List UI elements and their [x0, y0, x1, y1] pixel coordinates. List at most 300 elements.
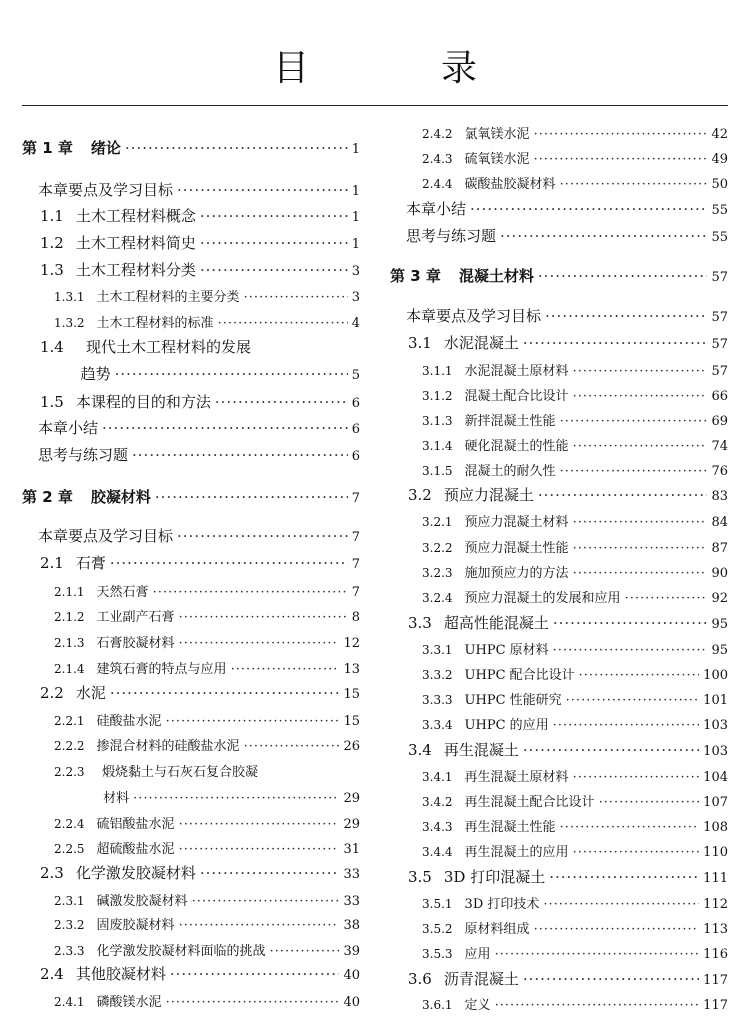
toc-entry-number: 3.4: [408, 741, 432, 759]
dot-leader: [177, 181, 348, 199]
toc-entry-number: 1.5: [40, 393, 64, 411]
toc-entry-title: 煅烧黏土与石灰石复合胶凝: [102, 765, 259, 780]
title-divider: [22, 105, 728, 106]
dot-leader: [153, 585, 348, 600]
toc-page-number: 38: [343, 918, 360, 933]
toc-entry-number: 3.1.2: [422, 389, 453, 403]
toc-entry[interactable]: [422, 435, 728, 454]
toc-entry[interactable]: [54, 914, 360, 933]
toc-entry-title: 定义: [464, 998, 491, 1013]
toc-entry-title: 氯氧镁水泥: [464, 127, 530, 142]
toc-page-number: 57: [711, 364, 728, 379]
toc-entry-number: 2.4.3: [422, 152, 453, 166]
toc-entry[interactable]: [40, 682, 360, 703]
toc-entry-number: 3.4.1: [422, 770, 453, 784]
toc-entry-title: 预应力混凝土材料: [464, 515, 569, 530]
toc-page-number: 95: [711, 617, 728, 632]
dot-leader: [110, 554, 348, 572]
toc-entry[interactable]: [40, 862, 360, 883]
dot-leader: [192, 894, 340, 909]
toc-entry-title: 现代土木工程材料的发展: [86, 338, 252, 356]
toc-entry[interactable]: [422, 360, 728, 379]
toc-entry-title: 土木工程材料的主要分类: [96, 290, 240, 305]
toc-entry-number: 3.5.3: [422, 947, 453, 961]
toc-entry-number: 2.3.3: [54, 944, 85, 958]
toc-entry-title: 原材料组成: [464, 922, 530, 937]
dot-leader: [625, 591, 708, 606]
toc-entry[interactable]: [40, 336, 360, 357]
toc-entry-number: 1.3.2: [54, 316, 85, 330]
toc-entry[interactable]: [422, 689, 728, 708]
toc-entry-number: 1.1: [40, 207, 64, 225]
toc-entry-title: 硬化混凝土的性能: [464, 439, 569, 454]
toc-page-number: 104: [703, 770, 728, 785]
toc-page-number: 7: [351, 530, 360, 545]
toc-entry-number: 3.4.2: [422, 795, 453, 809]
toc-entry[interactable]: [54, 658, 360, 677]
toc-page-number: 107: [703, 795, 728, 810]
dot-leader: [470, 200, 707, 218]
toc-page-number: 100: [703, 668, 728, 683]
toc-entry-title: 胶凝材料: [90, 488, 151, 506]
toc-page-number: 55: [711, 230, 728, 245]
toc-entry-number: 2.4: [40, 965, 64, 983]
toc-entry[interactable]: [422, 791, 728, 810]
dot-leader: [573, 541, 708, 556]
toc-entry-title: 绪论: [90, 139, 121, 157]
toc-entry-title: 建筑石膏的特点与应用: [96, 662, 227, 677]
toc-page-number: 3: [351, 264, 360, 279]
toc-entry[interactable]: [54, 286, 360, 305]
toc-entry-number: 2.1: [40, 554, 64, 572]
toc-page-number: 90: [711, 566, 728, 581]
toc-entry[interactable]: [38, 179, 360, 200]
toc-entry-title: 混凝土的耐久性: [464, 464, 556, 479]
toc-entry-title: 思考与练习题: [406, 227, 497, 245]
toc-page-number: 92: [711, 591, 728, 606]
dot-leader: [573, 439, 708, 454]
toc-entry[interactable]: [54, 735, 360, 754]
toc-entry[interactable]: [38, 444, 360, 465]
toc-chapter-entry[interactable]: [390, 265, 728, 286]
toc-entry-number: 3.2.4: [422, 591, 453, 605]
dot-leader: [573, 389, 708, 404]
toc-entry-title: 石膏胶凝材料: [96, 636, 175, 651]
toc-entry-title: 混凝土配合比设计: [464, 389, 569, 404]
toc-page-number: 1: [351, 142, 360, 157]
toc-page-number: 117: [703, 998, 728, 1013]
dot-leader: [495, 947, 700, 962]
toc-entry[interactable]: [422, 587, 728, 606]
toc-page-number: 111: [703, 871, 728, 886]
dot-leader: [166, 995, 340, 1010]
toc-entry[interactable]: [422, 460, 728, 479]
toc-page-number: 7: [351, 557, 360, 572]
toc-entry-title: 掺混合材料的硅酸盐水泥: [96, 739, 240, 754]
toc-entry-number: 2.2.1: [54, 714, 85, 728]
toc-entry-number: 3.3.3: [422, 693, 453, 707]
toc-entry[interactable]: [54, 890, 360, 909]
toc-page-number: 69: [711, 414, 728, 429]
toc-entry[interactable]: [40, 259, 360, 280]
toc-entry-title: 超高性能混凝土: [443, 614, 549, 632]
toc-entry-number: 1.3.1: [54, 290, 85, 304]
toc-page-number: 15: [343, 714, 360, 729]
dot-leader: [523, 741, 699, 759]
toc-page-number: 1: [351, 184, 360, 199]
toc-page-number: 57: [711, 270, 728, 285]
toc-entry-number: 1.4: [40, 338, 64, 356]
dot-leader: [573, 770, 700, 785]
toc-entry[interactable]: [408, 484, 728, 505]
toc-page-number: 29: [343, 791, 360, 806]
toc-entry[interactable]: [422, 639, 728, 658]
toc-page-number: 40: [343, 995, 360, 1010]
toc-page-number: 108: [703, 820, 728, 835]
toc-entry-number: 3.2: [408, 486, 432, 504]
toc-entry-number: 2.1.2: [54, 610, 85, 624]
toc-entry-number: 3.6: [408, 970, 432, 988]
toc-entry-title: UHPC 性能研究: [464, 693, 562, 708]
toc-entry-number: 3.3.4: [422, 718, 453, 732]
toc-entry[interactable]: [54, 838, 360, 857]
toc-entry-title: 应用: [464, 947, 491, 962]
dot-leader: [573, 845, 700, 860]
toc-entry-title: 土木工程材料分类: [75, 261, 196, 279]
toc-entry-title: 水泥混凝土原材料: [464, 364, 569, 379]
dot-leader: [200, 234, 348, 252]
toc-entry-title: 碳酸盐胶凝材料: [464, 177, 556, 192]
toc-entry-title: 超硫酸盐水泥: [96, 842, 175, 857]
dot-leader: [579, 668, 700, 683]
dot-leader: [573, 515, 708, 530]
toc-entry[interactable]: [422, 841, 728, 860]
toc-entry[interactable]: [422, 714, 728, 733]
toc-page-number: 101: [703, 693, 728, 708]
toc-page-number: 110: [703, 845, 728, 860]
toc-entry[interactable]: [40, 552, 360, 573]
toc-entry-number: 3.2.3: [422, 566, 453, 580]
toc-entry-title: 水泥: [75, 684, 106, 702]
dot-leader: [133, 791, 339, 806]
dot-leader: [553, 614, 708, 632]
toc-entry[interactable]: [54, 991, 360, 1010]
toc-page-number: 76: [711, 464, 728, 479]
toc-entry[interactable]: [408, 968, 728, 989]
dot-leader: [553, 718, 700, 733]
toc-entry-title: 土木工程材料的标准: [96, 316, 214, 331]
toc-page-number: 29: [343, 817, 360, 832]
toc-entry-title: 混凝土材料: [458, 267, 534, 285]
toc-page-number: 113: [703, 922, 728, 937]
dot-leader: [573, 566, 708, 581]
toc-page-number: 8: [351, 610, 360, 625]
toc-entry-number: 2.2.3: [54, 765, 85, 779]
toc-entry-title: 再生混凝土的应用: [464, 845, 569, 860]
toc-entry-title: 预应力混凝土: [443, 486, 534, 504]
toc-entry-number: 2.2: [40, 684, 64, 702]
toc-entry-number: 2.2.5: [54, 842, 85, 856]
toc-entry[interactable]: [422, 511, 728, 530]
toc-page-number: 103: [703, 718, 728, 733]
toc-page-number: 39: [343, 944, 360, 959]
dot-leader: [215, 393, 348, 411]
toc-entry-number: 2.3.2: [54, 918, 85, 932]
dot-leader: [553, 643, 708, 658]
toc-entry[interactable]: [422, 994, 728, 1013]
dot-leader: [599, 795, 700, 810]
dot-leader: [179, 636, 340, 651]
dot-leader: [200, 261, 348, 279]
toc-entry[interactable]: [422, 410, 728, 429]
toc-entry[interactable]: [408, 612, 728, 633]
toc-entry-number: 2.1.1: [54, 585, 85, 599]
toc-entry[interactable]: [422, 385, 728, 404]
toc-entry[interactable]: [54, 312, 360, 331]
dot-leader: [543, 897, 699, 912]
toc-entry-title: 土木工程材料概念: [75, 207, 196, 225]
toc-entry[interactable]: [38, 417, 360, 438]
toc-entry[interactable]: [422, 173, 728, 192]
dot-leader: [500, 227, 707, 245]
dot-leader: [166, 714, 340, 729]
toc-entry-number: 2.1.3: [54, 636, 85, 650]
toc-entry[interactable]: [38, 525, 360, 546]
toc-entry[interactable]: [40, 232, 360, 253]
toc-entry-title: 化学激发胶凝材料面临的挑战: [96, 944, 266, 959]
toc-entry-number: 1.2: [40, 234, 64, 252]
toc-page-number: 13: [343, 662, 360, 677]
toc-entry-number: 2.1.4: [54, 662, 85, 676]
toc-entry-number: 3.1.1: [422, 364, 453, 378]
toc-page-number: 103: [703, 744, 728, 759]
dot-leader: [538, 267, 708, 285]
toc-entry-number: 3.3.2: [422, 668, 453, 682]
toc-entry-title: 硫铝酸盐水泥: [96, 817, 175, 832]
toc-page-number: 12: [343, 636, 360, 651]
toc-entry-number: 3.3: [408, 614, 432, 632]
toc-page-number: 15: [343, 687, 360, 702]
dot-leader: [534, 127, 708, 142]
toc-page-number: 31: [343, 842, 360, 857]
toc-page-number: 33: [343, 894, 360, 909]
dot-leader: [155, 488, 348, 506]
toc-page-number: 6: [351, 396, 360, 411]
toc-entry-number: 2.4.1: [54, 995, 85, 1009]
toc-page-number: 84: [711, 515, 728, 530]
toc-entry-title: 新拌混凝土性能: [464, 414, 556, 429]
toc-page-number: 87: [711, 541, 728, 556]
toc-entry-number: 2.3: [40, 864, 64, 882]
dot-leader: [560, 177, 708, 192]
dot-leader: [560, 820, 700, 835]
toc-entry-title: 本章要点及学习目标: [38, 181, 174, 199]
toc-entry[interactable]: [422, 816, 728, 835]
dot-leader: [566, 693, 700, 708]
toc-entry-number: 第 3 章: [390, 267, 441, 285]
toc-entry[interactable]: [422, 664, 728, 683]
toc-entry-title: 工业副产石膏: [96, 610, 175, 625]
toc-page-number: 26: [343, 739, 360, 754]
dot-leader: [560, 414, 708, 429]
toc-entry[interactable]: [54, 813, 360, 832]
toc-entry-title: 本章要点及学习目标: [38, 527, 174, 545]
dot-leader: [534, 922, 700, 937]
dot-leader: [125, 139, 348, 157]
dot-leader: [170, 965, 340, 983]
dot-leader: [179, 842, 340, 857]
toc-entry-title: 施加预应力的方法: [464, 566, 569, 581]
toc-entry[interactable]: [54, 710, 360, 729]
toc-page-number: 50: [711, 177, 728, 192]
toc-entry-number: 3.2.1: [422, 515, 453, 529]
toc-entry-number: 2.3.1: [54, 894, 85, 908]
toc-entry[interactable]: [422, 148, 728, 167]
toc-page-number: 7: [351, 491, 360, 506]
toc-entry-title: 水泥混凝土: [443, 334, 519, 352]
toc-entry[interactable]: [406, 305, 728, 326]
toc-entry-number: 3.3.1: [422, 643, 453, 657]
toc-entry[interactable]: [408, 866, 728, 887]
toc-entry[interactable]: [54, 606, 360, 625]
toc-entry-number: 3.6.1: [422, 998, 453, 1012]
toc-entry-title: 石膏: [75, 554, 106, 572]
toc-page-number: 6: [351, 449, 360, 464]
toc-entry[interactable]: [422, 766, 728, 785]
toc-entry-title: 沥青混凝土: [443, 970, 519, 988]
toc-entry-number: 3.5: [408, 868, 432, 886]
toc-entry-title: 本章小结: [406, 200, 467, 218]
toc-entry-number: 第 1 章: [22, 139, 73, 157]
dot-leader: [110, 684, 340, 702]
toc-entry-number: 第 2 章: [22, 488, 73, 506]
toc-entry-number: 3.4.4: [422, 845, 453, 859]
dot-leader: [549, 868, 699, 886]
toc-entry-title: UHPC 的应用: [464, 718, 549, 733]
toc-page-number: 49: [711, 152, 728, 167]
toc-entry[interactable]: [422, 537, 728, 556]
toc-page-number: 57: [711, 337, 728, 352]
toc-entry-title: UHPC 原材料: [464, 643, 549, 658]
toc-page-number: 74: [711, 439, 728, 454]
toc-entry[interactable]: [40, 363, 360, 384]
toc-entry-title: 思考与练习题: [38, 446, 129, 464]
toc-entry-title: 再生混凝土配合比设计: [464, 795, 595, 810]
toc-chapter-entry[interactable]: [22, 486, 360, 507]
toc-entry-title: 材料: [103, 791, 130, 806]
toc-entry[interactable]: [422, 918, 728, 937]
toc-entry-title: 预应力混凝土性能: [464, 541, 569, 556]
toc-entry[interactable]: [54, 787, 360, 806]
toc-page-number: 33: [343, 867, 360, 882]
dot-leader: [200, 207, 348, 225]
toc-entry-title: 再生混凝土: [443, 741, 519, 759]
toc-entry-number: 3.1.3: [422, 414, 453, 428]
dot-leader: [538, 486, 708, 504]
toc-entry-number: 2.2.4: [54, 817, 85, 831]
dot-leader: [231, 662, 340, 677]
toc-entry-title: 化学激发胶凝材料: [75, 864, 196, 882]
toc-entry[interactable]: [406, 225, 728, 246]
toc-page-number: 57: [711, 310, 728, 325]
toc-page-number: 5: [351, 368, 360, 383]
toc-entry[interactable]: [422, 943, 728, 962]
toc-entry-number: 1.3: [40, 261, 64, 279]
toc-entry-title: 其他胶凝材料: [75, 965, 166, 983]
toc-entry-title: 硅酸盐水泥: [96, 714, 162, 729]
toc-entry-number: 3.1.5: [422, 464, 453, 478]
toc-entry[interactable]: [422, 123, 728, 142]
toc-entry-number: 2.4.4: [422, 177, 453, 191]
toc-entry-number: 2.4.2: [422, 127, 453, 141]
toc-entry[interactable]: [54, 632, 360, 651]
dot-leader: [179, 817, 340, 832]
dot-leader: [177, 527, 348, 545]
dot-leader: [523, 334, 708, 352]
toc-entry-title: 土木工程材料简史: [75, 234, 196, 252]
toc-entry-title: 硫氧镁水泥: [464, 152, 530, 167]
toc-entry[interactable]: [54, 581, 360, 600]
dot-leader: [560, 464, 708, 479]
dot-leader: [534, 152, 708, 167]
toc-entry[interactable]: [408, 739, 728, 760]
toc-entry[interactable]: [54, 761, 360, 780]
dot-leader: [523, 970, 699, 988]
toc-page-number: 1: [351, 237, 360, 252]
toc-entry-title: 趋势: [80, 365, 111, 383]
toc-entry-title: 3D 打印混凝土: [443, 868, 546, 886]
toc-entry[interactable]: [406, 198, 728, 219]
toc-entry-number: 3.1.4: [422, 439, 453, 453]
page-title: 目 录: [272, 48, 525, 89]
dot-leader: [495, 998, 700, 1013]
toc-entry[interactable]: [40, 205, 360, 226]
toc-entry[interactable]: [422, 562, 728, 581]
toc-page-number: 3: [351, 290, 360, 305]
toc-entry-title: 再生混凝土性能: [464, 820, 556, 835]
toc-page-number: 40: [343, 968, 360, 983]
toc-page-number: 95: [711, 643, 728, 658]
toc-entry-title: 天然石膏: [96, 585, 149, 600]
toc-entry[interactable]: [54, 940, 360, 959]
dot-leader: [132, 446, 348, 464]
dot-leader: [179, 918, 340, 933]
toc-page-number: 4: [351, 316, 360, 331]
dot-leader: [200, 864, 340, 882]
toc-page-number: 6: [351, 422, 360, 437]
toc-page-number: 112: [703, 897, 728, 912]
toc-entry-title: UHPC 配合比设计: [464, 668, 575, 683]
toc-page-number: 117: [703, 973, 728, 988]
toc-page-number: 1: [351, 210, 360, 225]
toc-entry[interactable]: [40, 963, 360, 984]
toc-entry-title: 本章小结: [38, 419, 99, 437]
toc-page-number: 66: [711, 389, 728, 404]
toc-entry[interactable]: [408, 332, 728, 353]
toc-entry-title: 3D 打印技术: [464, 897, 540, 912]
toc-entry[interactable]: [422, 893, 728, 912]
toc-chapter-entry[interactable]: [22, 137, 360, 158]
toc-entry[interactable]: [40, 391, 360, 412]
toc-entry-title: 本章要点及学习目标: [406, 307, 542, 325]
toc-page-number: 7: [351, 585, 360, 600]
toc-entry-number: 3.5.2: [422, 922, 453, 936]
dot-leader: [573, 364, 708, 379]
dot-leader: [244, 739, 340, 754]
toc-entry-title: 预应力混凝土的发展和应用: [464, 591, 621, 606]
toc-entry-number: 3.1: [408, 334, 432, 352]
toc-entry-number: 3.2.2: [422, 541, 453, 555]
